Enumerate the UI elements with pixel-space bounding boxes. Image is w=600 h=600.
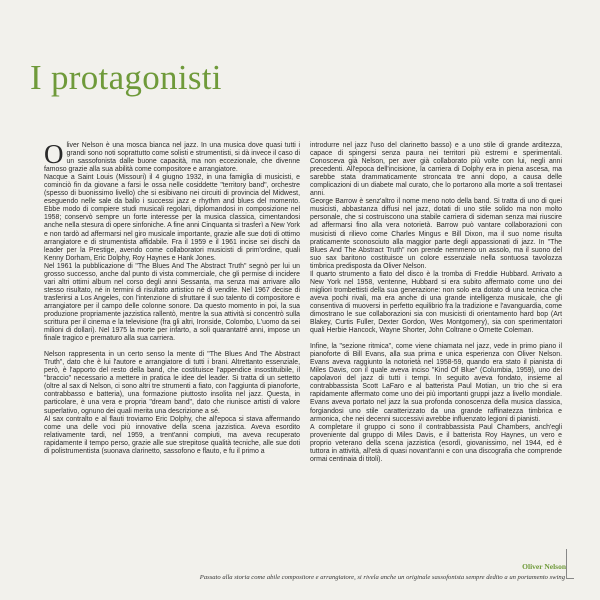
paragraph: Nel 1961 la pubblicazione di "The Blues And The Abstract Truth" segnò per lui un grosso successo, anche dal punto di vista commerciale, che gli permise di incidere vari altri ottimi album nel corso degli anni Sessanta, ma senza mai arrivare allo stesso risultato, né in termini di risultato artistico né di vendite. Nel 1967 decise di trasferirsi a Los Angeles, con l'intenzione di sfruttare il suo talento di compositore e arrangiatore per il campo delle colonne sonore. Da questo momento in poi, la sua produzione propriamente jazzistica rallentò, mentre la sua attività si concentrò sulla scrittura per il cinema e la televisione (fra gli altri, Ironside, Colombo, L'uomo da sei milioni di dollari). Nel 1975 la morte per infarto, a soli quarantatré anni, impose un finale tragico e prematuro alla sua carriera. [44,262,300,343]
paragraph: Il quarto strumento a fiato del disco è la tromba di Freddie Hubbard. Arrivato a New York nel 1958, ventenne, Hubbard si era subito affermato come uno dei migliori trombettisti della sua generazione: non solo era dotato di una tecnica che aveva pochi rivali, ma era anche di una grande intelligenza musicale, che gli consentiva di muoversi in perfetto equilibrio fra la tradizione e l'avanguardia, come dimostrano le sue collaborazioni sia con musicisti di orientamento hard bop (Art Blakey, Curtis Fuller, Dexter Gordon, Wes Montgomery), sia con sperimentatori quali Herbie Hancock, Wayne Shorter, John Coltrane o Ornette Coleman. [310,270,562,335]
paragraph-gap [44,343,300,351]
caption-text: Passato alla storia come abile compositore e arrangiatore, si rivela anche un originale sassofonista sempre dedito a un portamento swing [199,574,565,581]
corner-rule [566,549,567,579]
right-column [310,142,562,464]
paragraph: Al sax contralto e al flauti troviamo Eric Dolphy, che all'epoca si stava affermando come una delle voci più innovative della scena jazzistica. Aveva esordito relativamente tardi, nel 1959, a trent'anni compiuti, ma aveva recuperato rapidamente il tempo perso, grazie alle sue strepitose qualità tecniche, alle sue doti di polistrumentista (suonava clarinetto, sassofono e flauto, e fu il primo a [44,415,300,455]
corner-rule-horizontal [566,578,574,579]
paragraph: Infine, la "sezione ritmica", come viene chiamata nel jazz, vede in primo piano il pianoforte di Bill Evans, alla sua prima e unica esperienza con Oliver Nelson. Evans aveva raggiunto la notorietà nel 1958-59, quando era stato il pianista di Miles Davis, con il quale aveva inciso "Kind Of Blue" (Columbia, 1959), uno dei capolavori del jazz di tutti i tempi. In seguito aveva fondato, insieme al contrabbassista Scott LaFaro e al batterista Paul Motian, un trio che si era rapidamente affermato come uno dei più importanti gruppi jazz a livello mondiale. Evans aveva portato nel jazz la sua profonda conoscenza della musica classica, forgiandosi uno stile caratterizzato da una grande raffinatezza timbrica e armonica, che nei decenni successivi avrebbe influenzato legioni di pianisti. [310,343,562,423]
paragraph-text: liver Nelson è una mosca bianca nel jazz. In una musica dove quasi tutti i grandi sono noti soprattutto come solisti e strumentisti, si dà invece il caso di un sassofonista dalle buone capacità, ma non eccezionale, che divenne famoso grazie alla sua abilità come compositore e arrangiatore. [44,142,300,174]
drop-cap: O [44,139,64,169]
left-column [44,139,300,456]
caption-name: Oliver Nelson [522,562,566,571]
paragraph: George Barrow è senz'altro il nome meno noto della band. Si tratta di uno di quei musicisti, abbastanza diffusi nel jazz, dotati di uno stile solido ma non molto personale, che si costruiscono una stabile carriera di sideman senza mai riuscire ad affermarsi fino alla vera notorietà. Barrow può vantare collaborazioni con musicisti di rilievo come Charles Mingus e Bill Dixon, ma il suo nome risulta praticamente sconosciuto alla maggior parte degli appassionati di jazz. In "The Blues And The Abstract Truth" non prende nemmeno un assolo, ma il suono del suo sax baritono costituisce un colore essenziale nella sontuosa tavolozza timbrica predisposta da Oliver Nelson. [310,198,562,270]
paragraph [44,139,300,174]
paragraph: Nelson rappresenta in un certo senso la mente di "The Blues And The Abstract Truth", dato che è lui l'autore e arrangiatore di tutti i brani. Altrettanto essenziale, però, è l'apporto del resto della band, che costituisce l'appendice insostituibile, il "braccio" necessario a mettere in pratica le idee del leader. Si tratta di un settetto (oltre al sax di Nelson, ci sono altri tre strumenti a fiato, con l'aggiunta di pianoforte, contrabbasso e batteria), una formazione piuttosto insolita nel jazz. Questa, in particolare, è una vera e propria "dream band", dato che riunisce artisti di valore superlativo, ognuno dei quali merita una descrizione a sé. [44,351,300,415]
page-title: I protagonisti [30,58,222,97]
paragraph: Nacque a Saint Louis (Missouri) il 4 giugno 1932, in una famiglia di musicisti, e cominciò fin da giovane a farsi le ossa nelle cosiddette "territory band", orchestre (spesso di buonissimo livello) che si esibivano nei circuiti di provincia del Midwest, eseguendo nelle sale da ballo i successi jazz e rhythm and blues del momento. Ebbe modo di compiere studi musicali regolari, diplomandosi in composizione nel 1958; conservò sempre un forte interesse per la musica classica, cimentandosi anche nella stesura di opere sinfoniche. A fine anni Cinquanta si trasferì a New York e non tardò ad affermarsi nel giro musicale importante, grazie alle sue doti di ottimo arrangiatore e di strumentista affidabile. Fra il 1959 e il 1961 incise sei dischi da leader per la Prestige, avendo come collaboratori musicisti di prim'ordine, quali Kenny Dorham, Eric Dolphy, Roy Haynes e Hank Jones. [44,174,300,262]
paragraph: introdurre nel jazz l'uso del clarinetto basso) e a uno stile di grande arditezza, capace di spingersi senza paura nei territori più estremi e sperimentali. Conosceva già Nelson, per aver già collaborato più volte con lui, negli anni precedenti. All'epoca dell'incisione, la carriera di Dolphy era in piena ascesa, ma sarebbe stata drammaticamente stroncata tre anni dopo, a causa delle complicazioni di un diabete mal curato, che lo portarono alla morte a soli trentasei anni. [310,142,562,198]
paragraph-gap [310,335,562,343]
paragraph: A completare il gruppo ci sono il contrabbassista Paul Chambers, anch'egli proveniente dal gruppo di Miles Davis, e il batterista Roy Haynes, un vero e proprio veterano della scena jazzistica (esordì, giovanissimo, nel 1944, ed è tuttora in attività, all'età di quasi novant'anni e con una discografia che comprende ormai centinaia di titoli). [310,423,562,463]
